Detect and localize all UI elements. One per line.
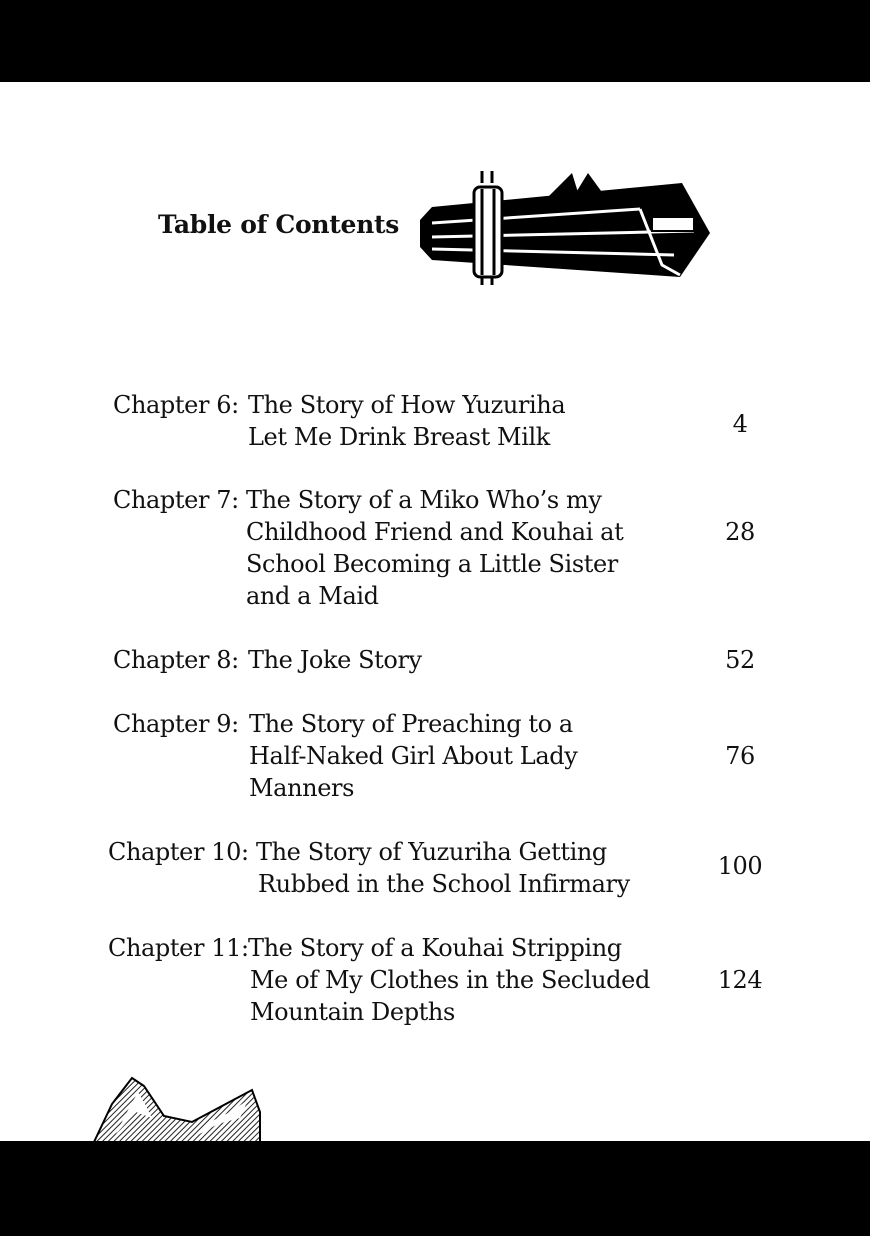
chapter-label: Chapter 6: xyxy=(113,391,239,419)
chapter-label: Chapter 10: xyxy=(108,838,249,866)
page-number: 28 xyxy=(725,518,755,546)
shrine-sword-emblem-icon xyxy=(412,165,717,290)
mountain-peaks-icon xyxy=(92,1072,262,1142)
bottom-black-bar xyxy=(0,1141,870,1236)
page-title: Table of Contents xyxy=(158,210,400,239)
page-number: 52 xyxy=(725,646,755,674)
chapter-title: The Story of a Kouhai Stripping Me of My Clothes in the Secluded Mountain Depths xyxy=(248,934,650,1026)
page-number: 124 xyxy=(717,966,763,994)
page-number: 4 xyxy=(732,410,748,438)
chapter-title: The Story of How Yuzuriha Let Me Drink Breast Milk xyxy=(248,391,566,451)
chapter-title: The Joke Story xyxy=(248,646,422,674)
chapter-title: The Story of a Miko Who’s my Childhood Friend and Kouhai at School Becoming a Little Sister and a Maid xyxy=(246,486,624,610)
chapter-label: Chapter 11: xyxy=(108,934,249,962)
chapter-label: Chapter 8: xyxy=(113,646,239,674)
page-number: 100 xyxy=(717,852,763,880)
top-black-bar xyxy=(0,0,870,82)
chapter-label: Chapter 9: xyxy=(113,710,239,738)
chapter-title: The Story of Yuzuriha Getting Rubbed in the School Infirmary xyxy=(256,838,630,898)
page-number: 76 xyxy=(725,742,755,770)
chapter-title: The Story of Preaching to a Half-Naked Girl About Lady Manners xyxy=(249,710,578,802)
chapter-label: Chapter 7: xyxy=(113,486,239,514)
